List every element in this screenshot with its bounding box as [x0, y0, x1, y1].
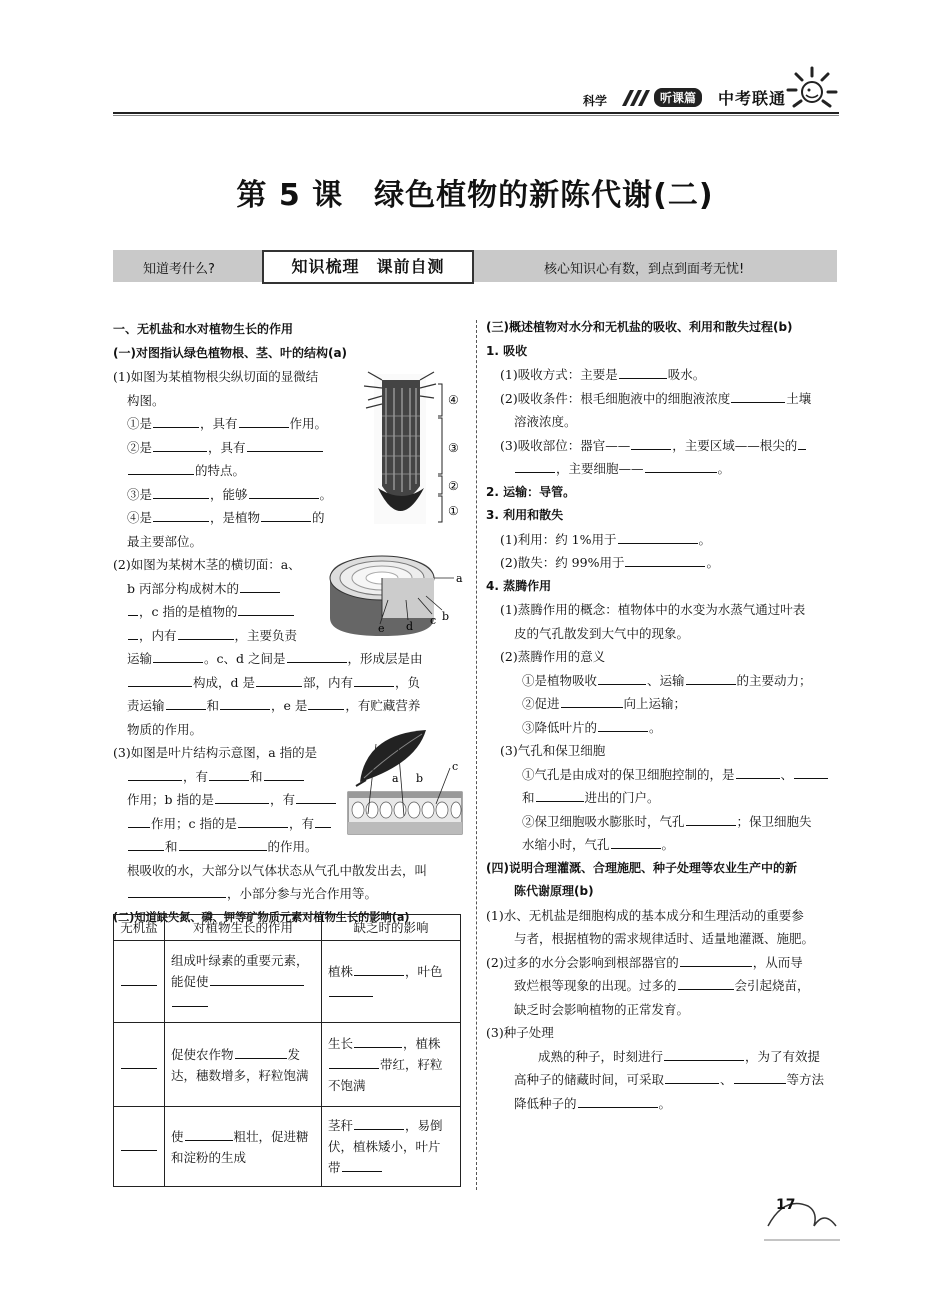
leaf-label-a: a — [392, 772, 399, 785]
q1-intro: (1)如图为某植物根尖纵切面的显微结 — [113, 369, 319, 384]
table-row: 使 粗壮，促进糖 和淀粉的生成 茎秆 ，易倒 伏，植株矮小，叶片 带 — [114, 1107, 461, 1187]
q2-line6: 构成，d 是 部，内有 ，负 — [113, 671, 468, 695]
table-header: 无机盐 — [114, 915, 165, 941]
left-column: 一、无机盐和水对植物生长的作用 (一)对图指认绿色植物根、茎、叶的结构(a) (1)如图为某植物根尖纵切面的显微结 构图。 ①是 ，具有 作用。 ②是 ，具有 的特点。 ③是 ，能够 。 ④是 ，是植物 的 最主要部位。 (2)如图为某树木茎的横切面：a、 b 丙部分构成树木的 ，c 指的是植物的 ，内有 ，主要负责 运输 。c、d 之间是 ，形成层是由 构成，d 是 部，内有 ，负 责运输 和 ，e 是 ，有贮藏营养 物质的作用。 (3)如图是叶片结构示意图，a 指的是 ，有 和 作用；b 指的是 ，有 作用；c 指的是 ，有 和 的作用。 根吸收的水，大部分以气体状态从气孔中散发出去，叫 ，小部分参与光合作用等。 (二)知道缺失氮、磷、钾等矿物质元素对植物生长的影响(a) — [113, 318, 468, 929]
stripes-icon — [622, 90, 652, 106]
q3-line4: 作用；c 指的是 ，有 — [113, 812, 468, 836]
q2-line5: 运输 。c、d 之间是 ，形成层是由 — [127, 651, 423, 666]
q2-line8: 物质的作用。 — [127, 721, 203, 737]
q3-line2: ，有 和 — [113, 765, 468, 789]
header-subject: 科学 — [583, 94, 608, 108]
q2-line3: ，c 指的是植物的 — [113, 600, 468, 624]
q1-line3: 的特点。 — [113, 459, 468, 483]
banner-title: 知识梳理 课前自测 — [262, 250, 474, 284]
mineral-table — [113, 914, 461, 1187]
q1-line1: ①是 ，具有 作用。 — [127, 416, 328, 431]
stem-label-b: b — [442, 610, 450, 623]
q1-line5: ④是 ，是植物 的 — [127, 510, 325, 525]
stem-label-a: a — [456, 572, 463, 585]
q2-line4: ，内有 ，主要负责 — [113, 624, 468, 648]
q2-line1: (2)如图为某树木茎的横切面：a、 — [113, 557, 301, 572]
q3-line3: 作用；b 指的是 ，有 — [113, 788, 468, 812]
table-header: 对植物生长的作用 — [165, 915, 322, 941]
header-rule — [113, 112, 839, 114]
stem-label-d: d — [406, 620, 414, 633]
right-column: (三)概述植物对水分和无机盐的吸收、利用和散失过程(b) 1. 吸收 (1)吸收方式：主要是 吸水。 (2)吸收条件：根毛细胞液中的细胞液浓度 土壤 溶液浓度。 (3)吸收部位：器官—— ，主要区域——根尖的 ，主要细胞—— 。 2. 运输：导管。 3. 利用和散失 (1)利用：约 1%用于 。 (2)散失：约 99%用于 。 4. 蒸腾作用 (1)蒸腾作用的概念：植物体中的水变为水蒸气通过叶表 皮的气孔散发到大气中的现象。 (2)蒸腾作用的意义 ①是植物吸收 、运输 的主要动力； ②促进 向上运输； ③降低叶片的 。 (3)气孔和保卫细胞 ①气孔是由成对的保卫细胞控制的，是 、 和 进出的门户。 ②保卫细胞吸水膨胀时，气孔 ；保卫细胞失 水缩小时，气孔 。 (四)说明合理灌溉、合理施肥、种子处理等农业生产中的新 陈代谢原理(b) (1)水、无机盐是细胞构成的基本成分和生理活动的重要参 与者，根据植物的需求规律适时、适量地灌溉、施肥。 (2)过多的水分会影响到根部器官的 ，从而导 致烂根等现象的出现。过多的 会引起烧苗， 缺乏时会影响植物的正常发育。 (3)种子处理 成熟的种子，时刻进行 ，为了有效提 高种子的储藏时间，可采取 、 等方法 降低种子的 。 — [486, 316, 838, 1115]
lesson-title: 第 5 课 绿色植物的新陈代谢(二) — [236, 178, 714, 213]
q3-line6: 根吸收的水，大部分以气体状态从气孔中散发出去，叫 — [127, 862, 428, 878]
header-brand: 中考联通 — [718, 89, 787, 108]
sun-logo-icon — [784, 64, 840, 114]
transpiration-heading: 4. 蒸腾作用 — [486, 578, 552, 593]
column-divider — [476, 320, 477, 1190]
header-series-pill: 听课篇 — [654, 88, 702, 107]
subsection-4-title: (四)说明合理灌溉、合理施肥、种子处理等农业生产中的新 — [486, 860, 797, 875]
absorption-heading: 1. 吸收 — [486, 343, 528, 358]
leaf-label-b: b — [416, 772, 424, 785]
q1-line6: 最主要部位。 — [127, 533, 203, 549]
subsection-1-title: (一)对图指认绿色植物根、茎、叶的结构(a) — [113, 345, 348, 360]
subsection-2-title: (二)知道缺失氮、磷、钾等矿物质元素对植物生长的影响(a) — [113, 910, 410, 924]
section-1-title: 一、无机盐和水对植物生长的作用 — [113, 322, 294, 336]
table-header: 缺乏时的影响 — [322, 915, 461, 941]
q3-line1: (3)如图是叶片结构示意图，a 指的是 — [113, 745, 318, 760]
stem-cross-section-figure — [322, 548, 470, 638]
root-label-2: ② — [448, 479, 459, 493]
leaf-label-c: c — [452, 760, 459, 773]
subsection-3-title: (三)概述植物对水分和无机盐的吸收、利用和散失过程(b) — [486, 320, 793, 334]
banner-right-text: 核心知识心有数，到点到面考无忧! — [544, 262, 745, 277]
header-rule-thin — [113, 115, 839, 116]
page-number: 17 — [776, 1197, 796, 1213]
q1-line4: ③是 ，能够 。 — [127, 486, 333, 502]
leaf-structure-figure — [346, 724, 466, 836]
banner-left-text: 知道考什么? — [143, 262, 215, 277]
q3-line5: 和 的作用。 — [113, 835, 468, 859]
table-header-row — [114, 915, 461, 941]
q2-line2: b 丙部分构成树木的 — [113, 577, 468, 601]
table-row: 组成叶绿素的重要元素， 能促使 植株 ，叶色 — [114, 941, 461, 1023]
q3-line7: ，小部分参与光合作用等。 — [113, 882, 468, 906]
stem-label-e: e — [378, 622, 385, 635]
transport-heading: 2. 运输：导管。 — [486, 484, 576, 499]
stem-label-c: c — [430, 614, 437, 627]
q2-line7: 责运输 和 ，e 是 ，有贮藏营养 — [127, 698, 421, 713]
root-tip-figure — [362, 366, 472, 531]
root-label-4: ④ — [448, 393, 459, 407]
table-row: 促使农作物 发 达，穗数增多，籽粒饱满 生长 ，植株 带红，籽粒 不饱满 — [114, 1023, 461, 1107]
root-label-3: ③ — [448, 441, 459, 455]
root-label-1: ① — [448, 504, 459, 518]
q1-line2: ②是 ，具有 — [113, 436, 468, 460]
use-loss-heading: 3. 利用和散失 — [486, 508, 564, 522]
